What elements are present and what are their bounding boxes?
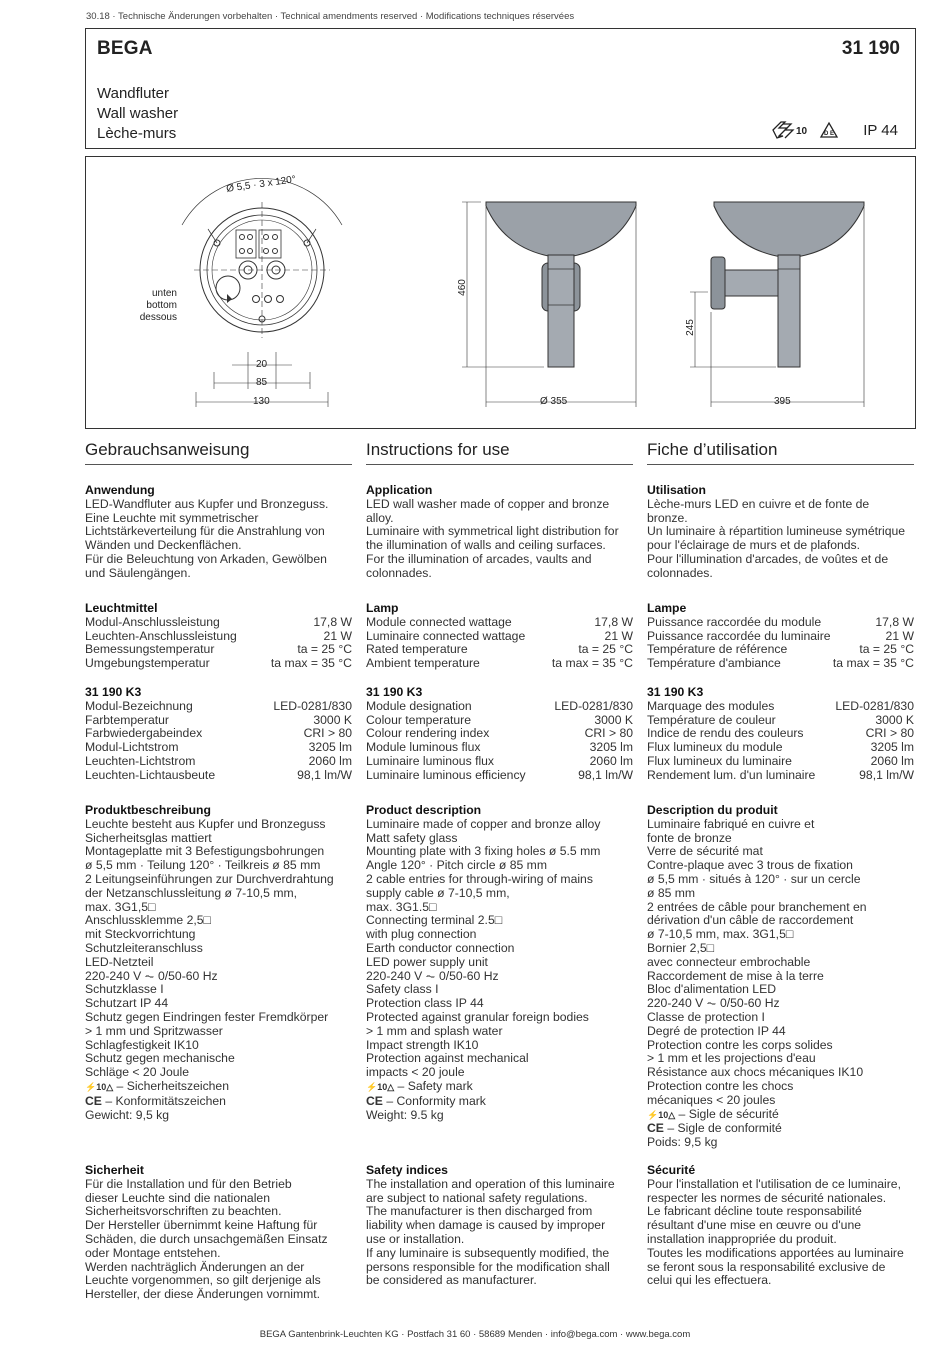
- spec-row: [366, 630, 633, 644]
- spec-value: ta = 25 °C: [859, 642, 914, 657]
- product-section: [647, 804, 914, 1150]
- spec-value: ta = 25 °C: [578, 642, 633, 657]
- spec-row: [85, 643, 352, 657]
- holes-label: Ø 5,5 · 3 x 120°: [225, 174, 297, 195]
- section-title: Lamp: [366, 601, 399, 615]
- spec-row: [85, 741, 352, 755]
- spec-value: LED-0281/830: [835, 698, 914, 713]
- spec-label: Luminaire connected wattage: [366, 628, 526, 643]
- spec-row: [366, 727, 633, 741]
- section-text: LED-Wandfluter aus Kupfer und Bronzeguss. Eine Leuchte mit symmetrischer Lichtstärkeverteilung für die Anstrahlung von Wänden und Deckenflächen. Für die Beleuchtung von Arkaden, Gewölben und Säulengängen.: [85, 496, 329, 580]
- column-en: [366, 440, 633, 1288]
- product-name-en: Wall washer: [97, 105, 179, 122]
- dim-395: 395: [774, 396, 791, 407]
- ce-mark-icon: CE: [647, 1121, 664, 1136]
- spec-value: CRI > 80: [303, 726, 352, 741]
- spec-row: [85, 616, 352, 630]
- section-title: Product description: [366, 803, 482, 817]
- spec-value: ta max = 35 °C: [270, 656, 352, 671]
- safety-mark-line: ⚡10△ – Safety mark: [366, 1078, 473, 1093]
- spec-value: 98,1 lm/W: [578, 767, 633, 782]
- ce-mark-icon: CE: [366, 1093, 383, 1108]
- front-view: [462, 202, 636, 407]
- section-text: Leuchte besteht aus Kupfer und Bronzeguss Sicherheitsglas mattiert Montageplatte mit 3 Befestigungsbohrungen ø 5,5 mm · Teilung 120° · Teilkreis ø 85 mm 2 Leitungseinführungen zur Durchverdrahtung der Netzanschlussleitung ø 7-10,5 mm, max. 3G1,5□ Anschlussklemme 2,5□ mit Steckvorrichtung Schutzleiteranschluss LED-Netzteil 220-240 V ⏦ 0/50-60 Hz Schutzklasse I Schutzart IP 44 Schutz gegen Eindringen fester Fremdkörper > 1 mm und Spritzwasser Schlagfestigkeit IK10 Schutz gegen mechanische Schläge < 20 Joule: [85, 816, 334, 1080]
- weight: Poids: 9,5 kg: [647, 1135, 718, 1150]
- column-heading: Instructions for use: [366, 440, 633, 465]
- spec-value: 3000 K: [875, 712, 914, 727]
- bottom-label-fr: dessous: [139, 312, 177, 323]
- spec-rows: [85, 700, 352, 783]
- spec-row: [647, 714, 914, 728]
- footer: BEGA Gantenbrink-Leuchten KG · Postfach 31 60 · 58689 Menden · info@bega.com · www.bega.com: [259, 1329, 691, 1340]
- spec-row: [647, 700, 914, 714]
- spec-label: Température d'ambiance: [647, 656, 781, 671]
- spec-label: Bemessungstemperatur: [85, 642, 215, 657]
- safety-section: [647, 1164, 914, 1288]
- safety-section: [366, 1164, 633, 1288]
- conformity-mark-line: CE – Konformitätszeichen: [85, 1093, 226, 1108]
- spec-value: 21 W: [604, 628, 633, 643]
- spec-value: 3000 K: [313, 712, 352, 727]
- column-fr: [647, 440, 914, 1288]
- spec-row: [85, 769, 352, 783]
- column-de: [85, 440, 352, 1302]
- spec-value: 3205 lm: [308, 740, 352, 755]
- k3-section: [647, 686, 914, 783]
- application-section: [85, 484, 352, 581]
- lamp-section: [647, 602, 914, 671]
- bottom-label-en: bottom: [146, 300, 177, 311]
- spec-label: Ambient temperature: [366, 656, 480, 671]
- spec-row: [85, 657, 352, 671]
- spec-label: Modul-Anschlussleistung: [85, 614, 220, 629]
- spec-value: LED-0281/830: [554, 698, 633, 713]
- section-title: Sicherheit: [85, 1163, 144, 1177]
- spec-rows: [647, 616, 914, 671]
- column-heading: Gebrauchsanweisung: [85, 440, 352, 465]
- spec-label: Leuchten-Anschlussleistung: [85, 628, 237, 643]
- ip-rating: IP 44: [863, 122, 898, 139]
- section-title: Sécurité: [647, 1163, 696, 1177]
- svg-text:D E: D E: [824, 131, 835, 137]
- spec-value: 3000 K: [594, 712, 633, 727]
- spec-label: Rendement lum. d'un luminaire: [647, 767, 816, 782]
- spec-row: [366, 616, 633, 630]
- section-title: Anwendung: [85, 483, 155, 497]
- spec-label: Flux lumineux du luminaire: [647, 753, 792, 768]
- section-text: Lèche-murs LED en cuivre et de fonte de bronze. Un luminaire à répartition lumineuse symétrique pour l'éclairage de murs et de plafonds. Pour l'illumination d'arcades, de voûtes et de colonnades.: [647, 496, 906, 580]
- spec-label: Puissance raccordée du luminaire: [647, 628, 831, 643]
- spec-row: [366, 643, 633, 657]
- spec-rows: [366, 616, 633, 671]
- product-name-fr: Lèche-murs: [97, 125, 177, 142]
- bottom-label-de: unten: [151, 288, 177, 299]
- spec-rows: [366, 700, 633, 783]
- spec-label: Module connected wattage: [366, 614, 512, 629]
- spec-value: 3205 lm: [870, 740, 914, 755]
- brand-name: BEGA: [97, 38, 153, 59]
- spec-value: 21 W: [885, 628, 914, 643]
- lamp-section: [366, 602, 633, 671]
- spec-row: [85, 755, 352, 769]
- dim-460: 460: [456, 279, 468, 296]
- spec-rows: [647, 700, 914, 783]
- section-title: 31 190 K3: [366, 685, 423, 699]
- section-text: LED wall washer made of copper and bronze alloy. Luminaire with symmetrical light distribution for the illumination of walls and ceiling surfaces. For the illumination of arcades, vaults and colonnades.: [366, 496, 619, 580]
- spec-row: [647, 616, 914, 630]
- spec-value: CRI > 80: [865, 726, 914, 741]
- ik-rating: 10: [796, 126, 808, 137]
- spec-row: [647, 643, 914, 657]
- spec-row: [366, 755, 633, 769]
- spec-label: Modul-Lichtstrom: [85, 740, 179, 755]
- product-section: [366, 804, 633, 1122]
- column-heading: Fiche d’utilisation: [647, 440, 914, 465]
- weight: Weight: 9.5 kg: [366, 1107, 444, 1122]
- spec-value: 3205 lm: [589, 740, 633, 755]
- spec-value: 98,1 lm/W: [859, 767, 914, 782]
- spec-value: LED-0281/830: [273, 698, 352, 713]
- spec-label: Module luminous flux: [366, 740, 481, 755]
- section-title: Application: [366, 483, 433, 497]
- certification-marks: [771, 120, 843, 145]
- spec-row: [85, 700, 352, 714]
- spec-value: 17,8 W: [594, 614, 633, 629]
- spec-label: Farbtemperatur: [85, 712, 169, 727]
- section-title: 31 190 K3: [85, 685, 142, 699]
- spec-value: CRI > 80: [584, 726, 633, 741]
- product-name-de: Wandfluter: [97, 85, 169, 102]
- spec-label: Luminaire luminous flux: [366, 753, 495, 768]
- spec-row: [366, 657, 633, 671]
- spec-row: [647, 755, 914, 769]
- safety-section: [85, 1164, 352, 1302]
- plan-view: [182, 178, 342, 407]
- spec-rows: [85, 616, 352, 671]
- spec-row: [366, 769, 633, 783]
- dim-130: 130: [253, 396, 270, 407]
- product-names: [97, 84, 178, 144]
- spec-row: [647, 630, 914, 644]
- spec-row: [647, 657, 914, 671]
- spec-value: ta max = 35 °C: [832, 656, 914, 671]
- spec-label: Flux lumineux du module: [647, 740, 783, 755]
- product-section: [85, 804, 352, 1122]
- spec-row: [85, 714, 352, 728]
- spec-value: 17,8 W: [875, 614, 914, 629]
- spec-label: Leuchten-Lichtstrom: [85, 753, 196, 768]
- section-text: Pour l'installation et l'utilisation de ce luminaire, respecter les normes de sécurité nationales. Le fabricant décline toute responsabilité résultant d'une mise en œuvre ou d'une installation inappropriée du produit. Toutes les modifications apportées au luminaire se feront sous la responsabilité exclusive de celui qui les effectuera.: [647, 1176, 904, 1288]
- application-section: [366, 484, 633, 581]
- section-title: Leuchtmittel: [85, 601, 158, 615]
- lamp-section: [85, 602, 352, 671]
- spec-row: [647, 727, 914, 741]
- spec-value: 2060 lm: [308, 753, 352, 768]
- top-note: 30.18 · Technische Änderungen vorbehalten · Technical amendments reserved · Modifications techniques réservées: [86, 11, 575, 22]
- spec-label: Rated temperature: [366, 642, 468, 657]
- spec-value: 21 W: [323, 628, 352, 643]
- header-box: [85, 28, 916, 149]
- spec-label: Module designation: [366, 698, 472, 713]
- spec-row: [647, 741, 914, 755]
- application-section: [647, 484, 914, 581]
- k3-section: [366, 686, 633, 783]
- section-text: The installation and operation of this luminaire are subject to national safety regulations. The manufacturer is then discharged from liability when damage is caused by improper use or installation. If any luminaire is subsequently modified, the persons responsible for the modification shall be considered as manufacturer.: [366, 1176, 615, 1288]
- section-title: Safety indices: [366, 1163, 448, 1177]
- section-title: Description du produit: [647, 803, 778, 817]
- section-text: Für die Installation und für den Betrieb dieser Leuchte sind die nationalen Sicherheitsvorschriften zu beachten. Der Hersteller übernimmt keine Haftung für Schäden, die durch unsachgemäßen Einsatz oder Montage entstehen. Werden nachträglich Änderungen an der Leuchte vorgenommen, so gilt derjenige als Hersteller, der diese Änderungen vornimmt.: [85, 1176, 328, 1302]
- bottom-labels: [137, 288, 177, 324]
- spec-row: [85, 727, 352, 741]
- section-title: Lampe: [647, 601, 687, 615]
- spec-value: ta max = 35 °C: [551, 656, 633, 671]
- spec-row: [366, 700, 633, 714]
- spec-label: Indice de rendu des couleurs: [647, 726, 804, 741]
- spec-value: ta = 25 °C: [297, 642, 352, 657]
- dim-85: 85: [256, 377, 268, 388]
- spec-label: Umgebungstemperatur: [85, 656, 210, 671]
- dim-245: 245: [684, 319, 696, 336]
- ik-mark-icon: ⚡10△: [85, 1081, 114, 1092]
- section-title: Produktbeschreibung: [85, 803, 211, 817]
- ce-mark-icon: CE: [85, 1093, 102, 1108]
- spec-row: [647, 769, 914, 783]
- spec-label: Marquage des modules: [647, 698, 775, 713]
- dimension-drawing: [86, 157, 917, 430]
- safety-mark-line: ⚡10△ – Sicherheitszeichen: [85, 1078, 229, 1093]
- spec-label: Farbwiedergabeindex: [85, 726, 203, 741]
- spec-row: [85, 630, 352, 644]
- spec-value: 98,1 lm/W: [297, 767, 352, 782]
- spec-label: Température de couleur: [647, 712, 776, 727]
- conformity-mark-line: CE – Sigle de conformité: [647, 1121, 782, 1136]
- ik-de-marks-icon: [771, 120, 843, 140]
- spec-label: Modul-Bezeichnung: [85, 698, 193, 713]
- spec-label: Colour temperature: [366, 712, 471, 727]
- section-title: 31 190 K3: [647, 685, 704, 699]
- ik-mark-icon: ⚡10△: [366, 1081, 395, 1092]
- spec-row: [366, 714, 633, 728]
- technical-drawing: [85, 156, 916, 429]
- spec-label: Luminaire luminous efficiency: [366, 767, 526, 782]
- ik-mark-icon: ⚡10△: [647, 1109, 676, 1120]
- article-number: 31 190: [841, 38, 900, 59]
- spec-label: Leuchten-Lichtausbeute: [85, 767, 216, 782]
- conformity-mark-line: CE – Conformity mark: [366, 1093, 486, 1108]
- spec-value: 2060 lm: [589, 753, 633, 768]
- spec-value: 2060 lm: [870, 753, 914, 768]
- section-text: Luminaire fabriqué en cuivre et fonte de bronze Verre de sécurité mat Contre-plaque avec 3 trous de fixation ø 5,5 mm · situés à 120° · sur un cercle ø 85 mm 2 entrées de câble pour branchement en dérivation d'un câble de raccordement ø 7-10,5 mm, max. 3G1,5□ Bornier 2,5□ avec connecteur embrochable Raccordement de mise à la terre Bloc d'alimentation LED 220-240 V ⏦ 0/50-60 Hz Classe de protection I Degré de protection IP 44 Protection contre les corps solides > 1 mm et les projections d'eau Résistance aux chocs mécaniques IK10 Protection contre les chocs mécaniques < 20 joules: [647, 816, 867, 1107]
- weight: Gewicht: 9,5 kg: [85, 1107, 169, 1122]
- spec-label: Température de référence: [647, 642, 788, 657]
- dim-355: Ø 355: [540, 396, 568, 407]
- section-text: Luminaire made of copper and bronze alloy Matt safety glass Mounting plate with 3 fixing holes ø 5.5 mm Angle 120° · Pitch circle ø 85 mm 2 cable entries for through-wiring of mains supply cable ø 7-10,5 mm, max. 3G1.5□ Connecting terminal 2.5□ with plug connection Earth conductor connection LED power supply unit 220-240 V ⏦ 0/50-60 Hz Safety class I Protection class IP 44 Protected against granular foreign bodies > 1 mm and splash water Impact strength IK10 Protection against mechanical impacts < 20 joule: [366, 816, 601, 1080]
- spec-label: Puissance raccordée du module: [647, 614, 822, 629]
- spec-row: [366, 741, 633, 755]
- spec-label: Colour rendering index: [366, 726, 490, 741]
- spec-value: 17,8 W: [313, 614, 352, 629]
- dim-20: 20: [256, 359, 268, 370]
- k3-section: [85, 686, 352, 783]
- section-title: Utilisation: [647, 483, 706, 497]
- safety-mark-line: ⚡10△ – Sigle de sécurité: [647, 1106, 779, 1121]
- side-view: [690, 202, 864, 407]
